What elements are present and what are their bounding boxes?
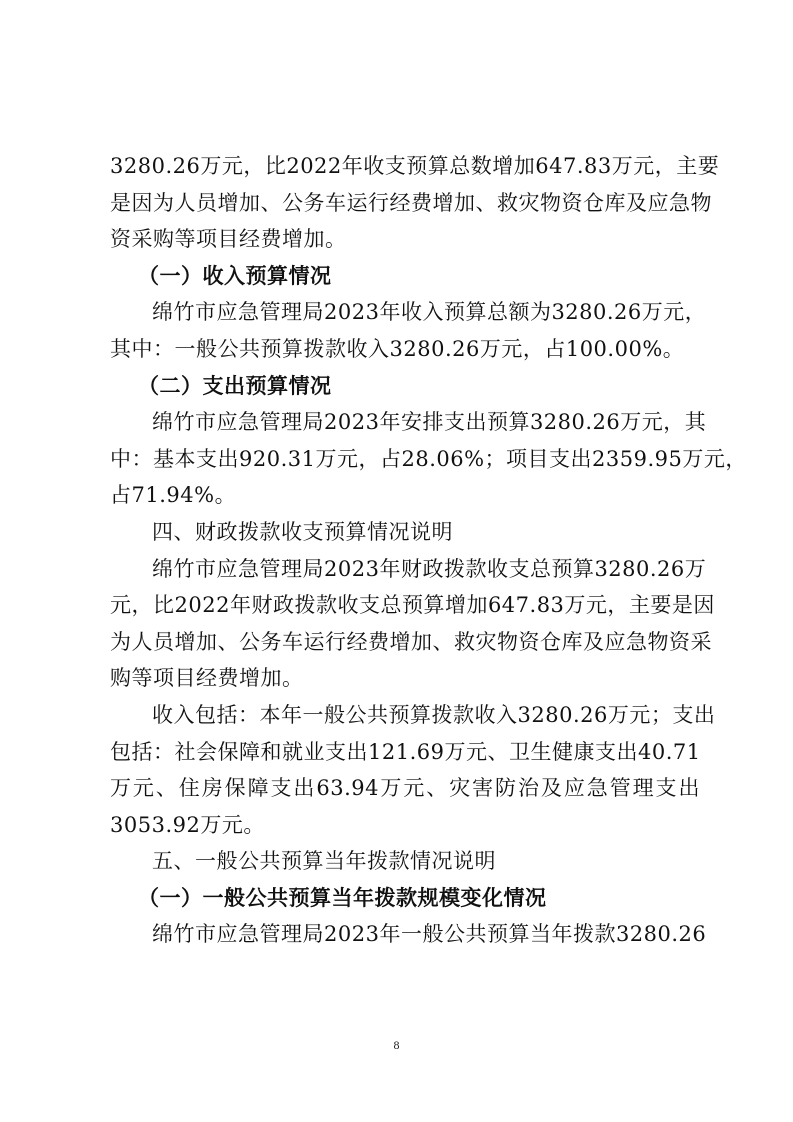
section-heading-income-budget: （一）收入预算情况 (138, 263, 332, 288)
paragraph-line: 购等项目经费增加。 (110, 666, 304, 691)
paragraph-line: 为人员增加、公务车运行经费增加、救灾物资仓库及应急物资采 (110, 629, 712, 654)
paragraph-line: 绵竹市应急管理局2023年财政拨款收支总预算3280.26万 (152, 556, 707, 581)
section-heading-appropriation-scale: （一）一般公共预算当年拨款规模变化情况 (138, 885, 547, 910)
paragraph-line: 中：基本支出920.31万元，占28.06%；项目支出2359.95万元， (110, 446, 747, 471)
paragraph-line: 3053.92万元。 (110, 812, 265, 837)
paragraph-line: 绵竹市应急管理局2023年收入预算总额为3280.26万元， (152, 300, 707, 325)
section-heading-expenditure-budget: （二）支出预算情况 (138, 373, 332, 398)
paragraph-line: 收入包括：本年一般公共预算拨款收入3280.26万元；支出 (152, 702, 716, 727)
paragraph-line: 包括：社会保障和就业支出121.69万元、卫生健康支出40.71 (110, 739, 701, 764)
paragraph-line: 万元、住房保障支出63.94万元、灾害防治及应急管理支出 (110, 776, 700, 801)
document-body (110, 148, 747, 953)
paragraph-line: 3280.26万元，比2022年收支预算总数增加647.83万元，主要 (110, 154, 720, 178)
paragraph-line: 绵竹市应急管理局2023年安排支出预算3280.26万元，其 (152, 410, 707, 435)
section-heading-fiscal-appropriation: 四、财政拨款收支预算情况说明 (152, 519, 453, 544)
paragraph-line: 绵竹市应急管理局2023年一般公共预算当年拨款3280.26 (152, 922, 707, 947)
paragraph-line: 资采购等项目经费增加。 (110, 227, 347, 252)
paragraph-line: 元，比2022年财政拨款收支总预算增加647.83万元，主要是因 (110, 593, 715, 618)
page-number: 8 (393, 1038, 400, 1052)
paragraph-line: 占71.94%。 (110, 483, 237, 508)
section-heading-general-public-budget: 五、一般公共预算当年拨款情况说明 (152, 849, 496, 874)
paragraph-line: 是因为人员增加、公务车运行经费增加、救灾物资仓库及应急物 (110, 190, 712, 215)
paragraph-line: 其中：一般公共预算拨款收入3280.26万元，占100.00%。 (110, 336, 685, 361)
